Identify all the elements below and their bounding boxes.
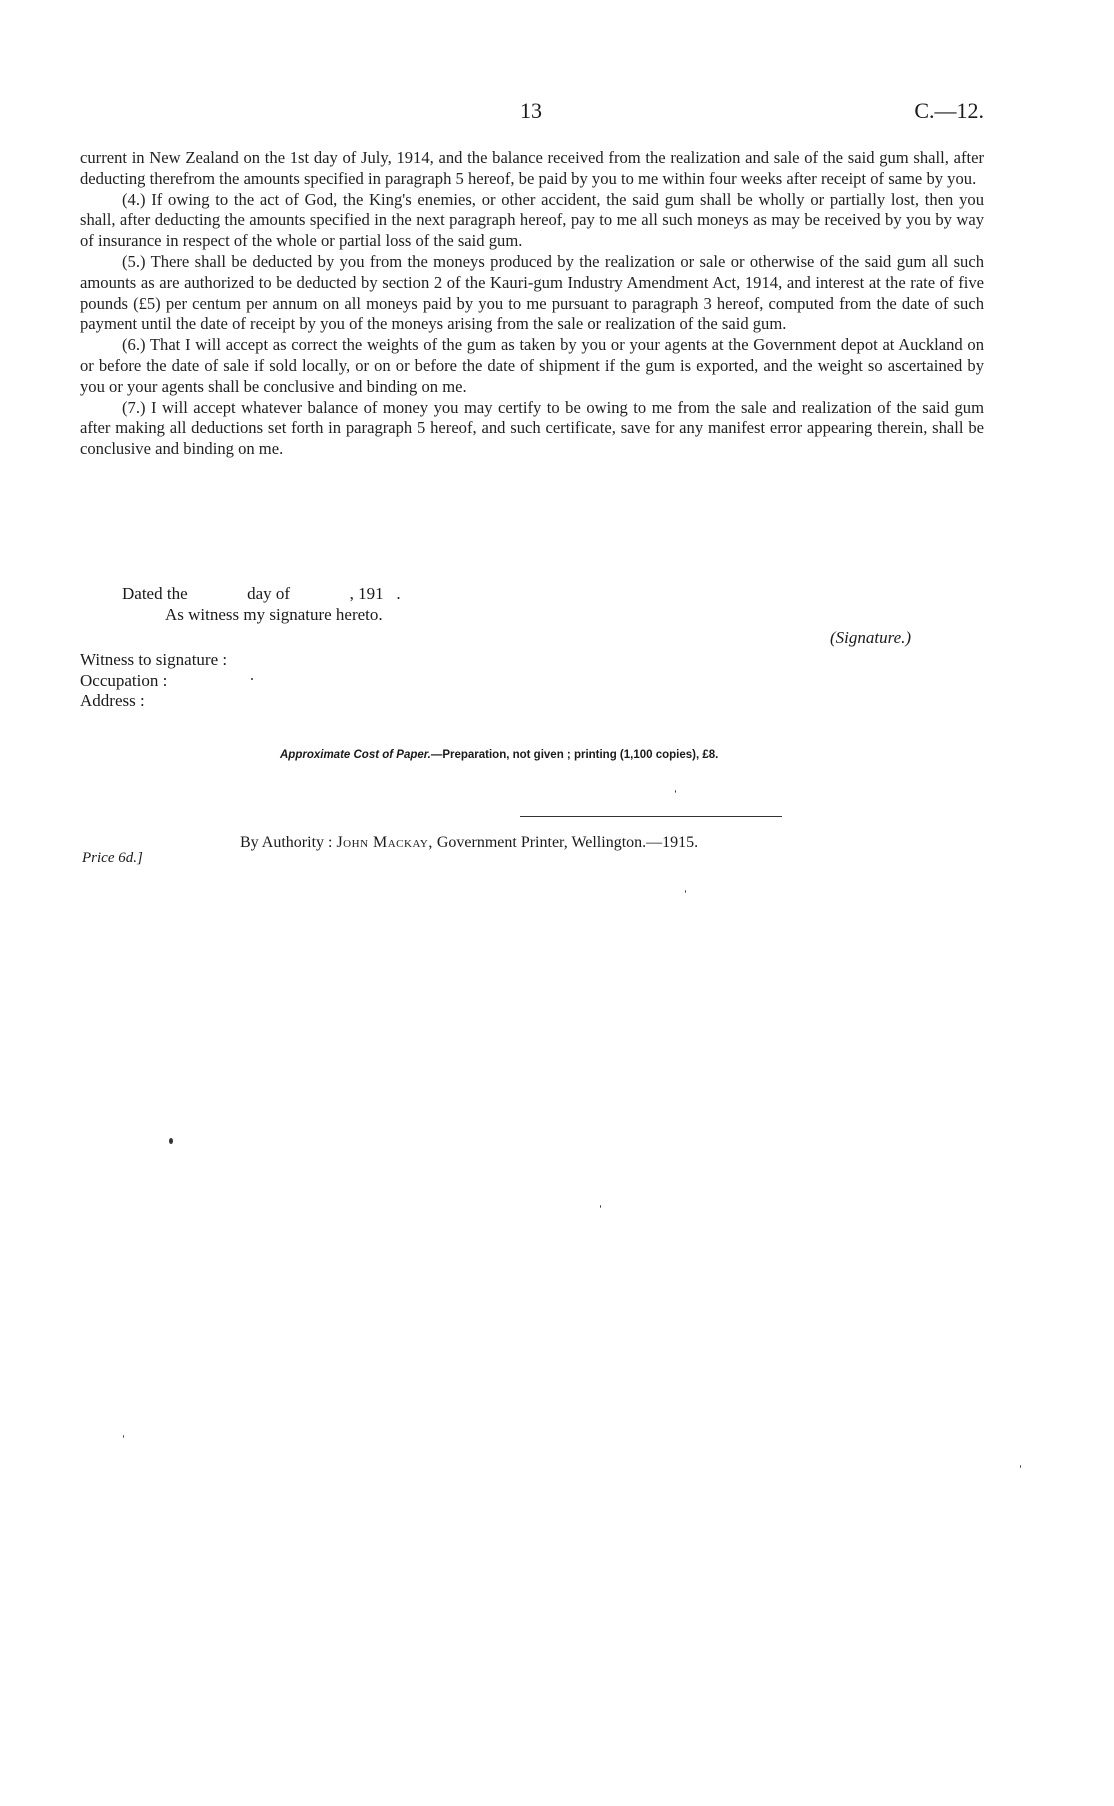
scan-speck-mark: [169, 1138, 173, 1144]
address-label: Address :: [80, 691, 145, 710]
paragraph-5: (5.) There shall be deducted by you from the moneys produced by the realization or sale or otherwise of the said gum all such amounts as are authorized to be deducted by section 2 of the Kauri-gum Industry Amendment Act, 1914, and interest at the rate of five pounds (£5) per centum per annum on all moneys paid by you to me pursuant to paragraph 3 hereof, computed from the date of such payment until the date of receipt by you of the moneys arising from the sale or realization of the said gum.: [80, 251, 984, 334]
page-number: 13: [520, 98, 542, 123]
body-text: [80, 148, 984, 460]
paragraph-continuation: current in New Zealand on the 1st day of July, 1914, and the balance received from the realization and sale of the said gum shall, after deducting therefrom the amounts specified in paragraph 5 hereof, be paid by you to me within four weeks after receipt of same by you.: [80, 148, 984, 188]
scan-speck-mark: [123, 1435, 124, 1438]
dated-line: Dated the day of , 191 .: [122, 584, 401, 603]
paragraph-6: (6.) That I will accept as correct the weights of the gum as taken by you or your agents at the Government depot at Auckland on or before the date of sale if sold locally, or on or before the date of shipment if the gum is exported, and the weight so ascertained by you or your agents shall be conclusive and binding on me.: [80, 335, 984, 396]
authority-line: [240, 834, 698, 852]
cost-line: [280, 749, 718, 761]
occupation-label: Occupation :: [80, 670, 168, 690]
scan-speck-mark: [600, 1205, 601, 1208]
cost-label: Approximate Cost of Paper.: [280, 749, 431, 761]
authority-prefix: By Authority :: [240, 834, 333, 851]
scan-speck-mark: [685, 890, 686, 893]
signature-label: (Signature.): [830, 628, 912, 647]
footer-rule: [520, 816, 782, 817]
scan-speck-mark: [251, 678, 253, 680]
witness-block: [80, 650, 227, 712]
scan-speck-mark: [1020, 1465, 1021, 1468]
authority-suffix: Government Printer, Wellington.—1915.: [436, 834, 699, 851]
price-label: Price 6d.]: [82, 850, 143, 866]
cost-text: —Preparation, not given ; printing (1,100 copies), £8.: [430, 749, 719, 761]
printer-name: John Mackay,: [336, 834, 433, 851]
witness-statement: As witness my signature hereto.: [165, 605, 383, 624]
document-reference: C.—12.: [914, 98, 984, 123]
witness-to-signature-label: Witness to signature :: [80, 650, 228, 669]
paragraph-4: (4.) If owing to the act of God, the King's enemies, or other accident, the said gum shall be wholly or partially lost, then you shall, after deducting the amounts specified in the next paragraph hereof, pay to me all such moneys as may be received by you by way of insurance in respect of the whole or partial loss of the said gum.: [80, 189, 984, 251]
scan-speck-mark: [675, 790, 676, 793]
paragraph-7: (7.) I will accept whatever balance of money you may certify to be owing to me from the sale and realization of the said gum after making all deductions set forth in paragraph 5 hereof, and such certificate, save for any manifest error appearing therein, shall be conclusive and binding on me.: [80, 397, 984, 459]
